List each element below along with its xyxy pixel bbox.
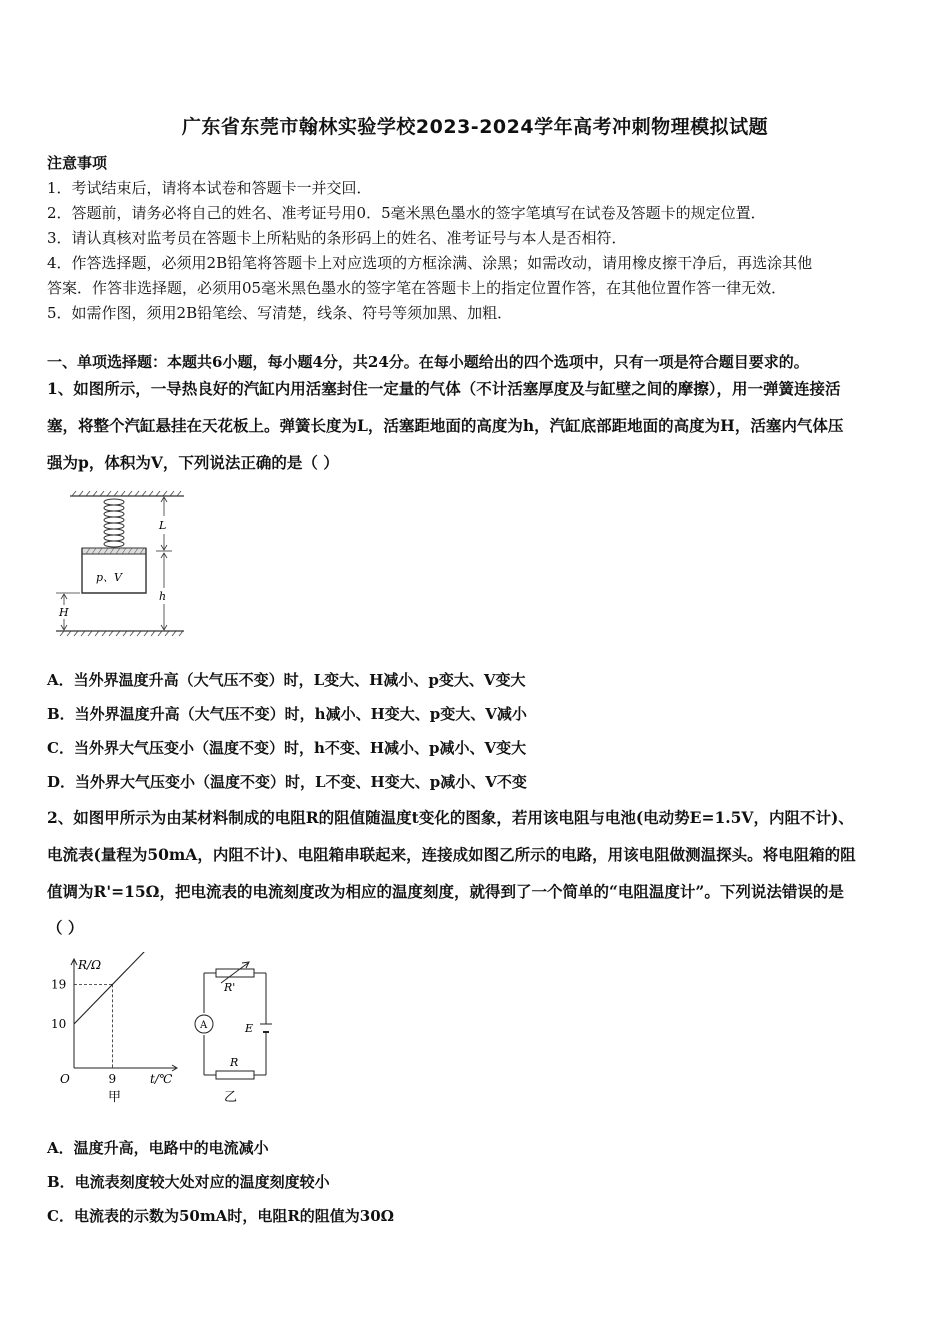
x-axis-label: t/℃ <box>150 1072 173 1086</box>
piston <box>82 548 146 554</box>
q2-line-1: 2、如图甲所示为由某材料制成的电阻R的阻值随温度t变化的图象，若用该电阻与电池(电动势E=1.5V，内阻不计)、 <box>47 808 854 827</box>
y-axis-label: R/Ω <box>78 958 102 972</box>
ground-hatch <box>60 631 183 636</box>
q2-line-2: 电流表(量程为50mA，内阻不计)、电阻箱串联起来，连接成如图乙所示的电路，用该电阻做测温探头。将电阻箱的阻 <box>47 845 856 864</box>
label-r: R <box>230 1056 239 1069</box>
battery <box>260 1024 272 1032</box>
q1-line-2: 塞，将整个汽缸悬挂在天花板上。弹簧长度为L，活塞距地面的高度为h，汽缸底部距地面的高度为H，活塞内气体压 <box>47 416 844 435</box>
notice-4: 4．作答选择题，必须用2B铅笔将答题卡上对应选项的方框涂满、涂黑；如需改动，请用橡皮擦干净后，再选涂其他 <box>47 254 813 272</box>
notice-5: 5．如需作图，须用2B铅笔绘、写清楚，线条、符号等须加黑、加粗． <box>47 304 513 322</box>
notice-3: 3．请认真核对监考员在答题卡上所粘贴的条形码上的姓名、准考证号与本人是否相符． <box>47 229 627 247</box>
axes <box>71 959 177 1071</box>
section-heading: 一、单项选择题：本题共6小题，每小题4分，共24分。在每小题给出的四个选项中，只有一项是符合题目要求的。 <box>47 353 809 371</box>
origin-label: O <box>60 1072 70 1086</box>
q2-option-b: B．电流表刻度较大处对应的温度刻度较小 <box>47 1173 330 1191</box>
spring <box>104 499 124 547</box>
q1-line-1: 1、如图所示，一导热良好的汽缸内用活塞封住一定量的气体（不计活塞厚度及与缸壁之间的摩擦），用一弹簧连接活 <box>47 379 841 398</box>
caption-yi: 乙 <box>224 1090 238 1105</box>
resistor-r <box>216 1071 254 1079</box>
notice-heading: 注意事项 <box>47 154 108 172</box>
q2-option-c: C．电流表的示数为50mA时，电阻R的阻值为30Ω <box>47 1207 395 1225</box>
q2-line-4: （ ） <box>47 918 84 937</box>
q1-option-d: D．当外界大气压变小（温度不变）时，L不变、H变大、p减小、V不变 <box>47 773 527 791</box>
q2-line-3: 值调为R'=15Ω，把电流表的电流刻度改为相应的温度刻度，就得到了一个简单的“电阻温度计”。下列说法错误的是 <box>47 882 844 901</box>
q1-option-a: A．当外界温度升高（大气压不变）时，L变大、H减小、p变大、V变大 <box>47 671 526 689</box>
label-h: h <box>159 590 167 603</box>
page-title: 广东省东莞市翰林实验学校2023-2024学年高考冲刺物理模拟试题 <box>181 116 769 138</box>
q2-circuit <box>188 958 278 1106</box>
caption-jia: 甲 <box>108 1090 122 1105</box>
ceiling-hatch <box>72 491 181 496</box>
q1-option-b: B．当外界温度升高（大气压不变）时，h减小、H变大、p变大、V减小 <box>47 705 527 723</box>
gas-label: p、V <box>96 571 122 584</box>
q2-option-a: A．温度升高，电路中的电流减小 <box>47 1139 269 1157</box>
q1-cylinder-figure <box>52 488 192 640</box>
q1-option-c: C．当外界大气压变小（温度不变）时，h不变、H减小、p减小、V变大 <box>47 739 527 757</box>
notice-4-cont: 答案．作答非选择题，必须用05毫米黑色墨水的签字笔在答题卡上的指定位置作答，在其他位置作答一律无效． <box>47 279 787 297</box>
y-tick-10: 10 <box>51 1017 67 1031</box>
notice-2: 2．答题前，请务必将自己的姓名、准考证号用0．5毫米黑色墨水的签字笔填写在试卷及答题卡的规定位置． <box>47 204 766 222</box>
q1-line-3: 强为p，体积为V，下列说法正确的是（ ） <box>47 453 339 472</box>
x-tick-9: 9 <box>108 1072 117 1086</box>
label-r-prime: R' <box>224 981 236 994</box>
q2-rt-graph <box>46 952 186 1107</box>
label-emf: E <box>245 1022 254 1035</box>
label-L: L <box>159 519 167 532</box>
ammeter-label: A <box>200 1020 208 1031</box>
notice-1: 1．考试结束后，请将本试卷和答题卡一并交回． <box>47 179 372 197</box>
label-H: H <box>59 606 69 619</box>
y-tick-19: 19 <box>51 977 67 992</box>
